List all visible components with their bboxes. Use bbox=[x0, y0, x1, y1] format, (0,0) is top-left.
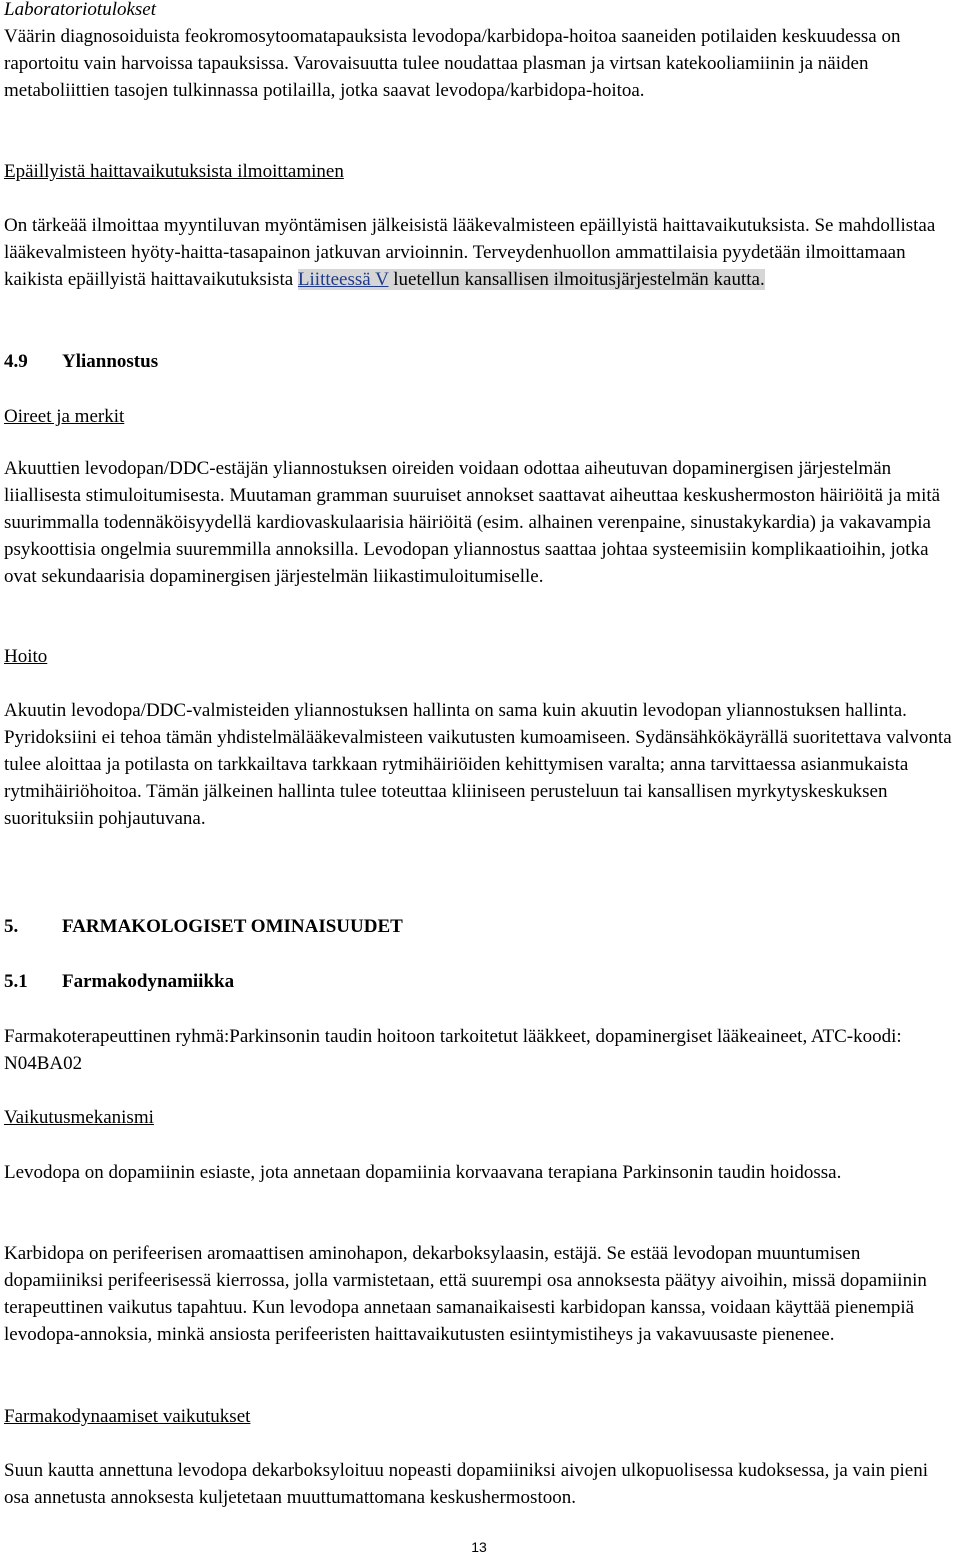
pharmacotherapeutic-group: Farmakoterapeuttinen ryhmä:Parkinsonin taudin hoitoon tarkoitetut lääkkeet, dopaminergiset lääkeaineet, ATC-koodi: N04BA02 bbox=[4, 1026, 902, 1074]
symptoms-text: Akuuttien levodopan/DDC-estäjän yliannostuksen oireiden voidaan odottaa aiheutuvan dopaminergisen järjestelmän liiallisesta stimuloitumisesta. Muutaman gramman suuruiset annokset saattavat aiheuttaa keskushermoston häiriöitä ja mitä suurimmalla todennäköisyydellä kardiovaskulaarisia häiriöitä (esim. alhainen verenpaine, sinustakykardia) ja vakavampia psykoottisia ongelmia suuremmilla annoksilla. Levodopan yliannostus saattaa johtaa systeemisiin komplikaatioihin, jotka ovat sekundaarisia dopaminergisen järjestelmän liikastimuloitumiselle. bbox=[4, 458, 941, 587]
lab-results-heading: Laboratoriotulokset bbox=[4, 0, 157, 20]
reporting-link-tail: luetellun kansallisen ilmoitusjärjestelmän kautta. bbox=[388, 269, 765, 290]
treatment-heading: Hoito bbox=[4, 646, 48, 667]
section-5-1-heading bbox=[4, 968, 954, 995]
annex-v-link[interactable]: Liitteessä V bbox=[297, 269, 389, 290]
lab-results-text: Väärin diagnosoiduista feokromosytoomatapauksista levodopa/karbidopa-hoitoa saaneiden potilaiden keskuudessa on raportoitu vain harvoissa tapauksissa. Varovaisuutta tulee noudattaa plasman ja virtsan katekooliamiinin ja näiden metaboliittien tasojen tulkinnassa potilailla, jotka saavat levodopa/karbidopa-hoitoa. bbox=[4, 26, 901, 101]
mechanism-heading: Vaikutusmekanismi bbox=[4, 1107, 154, 1128]
section-title: Yliannostus bbox=[62, 351, 159, 372]
section-title: FARMAKOLOGISET OMINAISUUDET bbox=[62, 916, 403, 937]
section-5-heading bbox=[4, 913, 954, 940]
treatment-text: Akuutin levodopa/DDC-valmisteiden yliannostuksen hallinta on sama kuin akuutin levodopan yliannostuksen hallinta. Pyridoksiini ei tehoa tämän yhdistelmälääkevalmisteen vaikutusten kumoamiseen. Sydänsähkökäyrällä suoritettava valvonta tulee aloittaa ja potilasta on tarkkailtava tarkkaan rytmihäiriöiden kehittymisen varalta; anna tarvittaessa asianmukaista rytmihäiriöhoitoa. Tämän jälkeinen hallinta tulee toteuttaa kliiniseen perusteluun tai kansallisen myrkytyskeskuksen suorituksiin pohjautuvana. bbox=[4, 700, 952, 829]
symptoms-heading: Oireet ja merkit bbox=[4, 406, 125, 427]
mechanism-text-2: Karbidopa on perifeerisen aromaattisen aminohapon, dekarboksylaasin, estäjä. Se estää levodopan muuntumisen dopamiiniksi perifeerisessä kierrossa, jolla varmistetaan, että suurempi osa annoksesta päätyy aivoihin, missä dopamiinin terapeuttinen vaikutus tapahtuu. Kun levodopa annetaan samanaikaisesti karbidopan kanssa, voidaan käyttää pienempiä levodopa-annoksia, minkä ansiosta perifeeristen haittavaikutusten esiintymistiheys ja vakavuusaste pienenee. bbox=[4, 1243, 927, 1345]
section-number: 5. bbox=[4, 916, 19, 937]
reporting-body: On tärkeää ilmoittaa myyntiluvan myöntämisen jälkeisistä lääkevalmisteen epäillyistä haittavaikutuksista. Se mahdollistaa lääkevalmisteen hyöty-haitta-tasapainon jatkuvan arvioinnin. Terveydenhuollon ammattilaisia pyydetään ilmoittamaan kaikista epäillyistä haittavaikutuksista bbox=[4, 215, 936, 290]
section-4-9-heading bbox=[4, 348, 954, 375]
effects-heading: Farmakodynaamiset vaikutukset bbox=[4, 1406, 251, 1427]
reporting-heading: Epäillyistä haittavaikutuksista ilmoittaminen bbox=[4, 161, 344, 182]
section-number: 5.1 bbox=[4, 971, 28, 992]
section-number: 4.9 bbox=[4, 351, 28, 372]
mechanism-text-1: Levodopa on dopamiinin esiaste, jota annetaan dopamiinia korvaavana terapiana Parkinsonin taudin hoidossa. bbox=[4, 1162, 842, 1183]
reporting-text bbox=[4, 212, 954, 293]
page-number: 13 bbox=[471, 1539, 487, 1555]
section-title: Farmakodynamiikka bbox=[62, 971, 235, 992]
effects-text: Suun kautta annettuna levodopa dekarboksyloituu nopeasti dopamiiniksi aivojen ulkopuolisessa kudoksessa, ja vain pieni osa annetusta annoksesta kuljetetaan muuttumattomana keskushermostoon. bbox=[4, 1460, 928, 1508]
reporting-link-highlight bbox=[298, 269, 765, 290]
